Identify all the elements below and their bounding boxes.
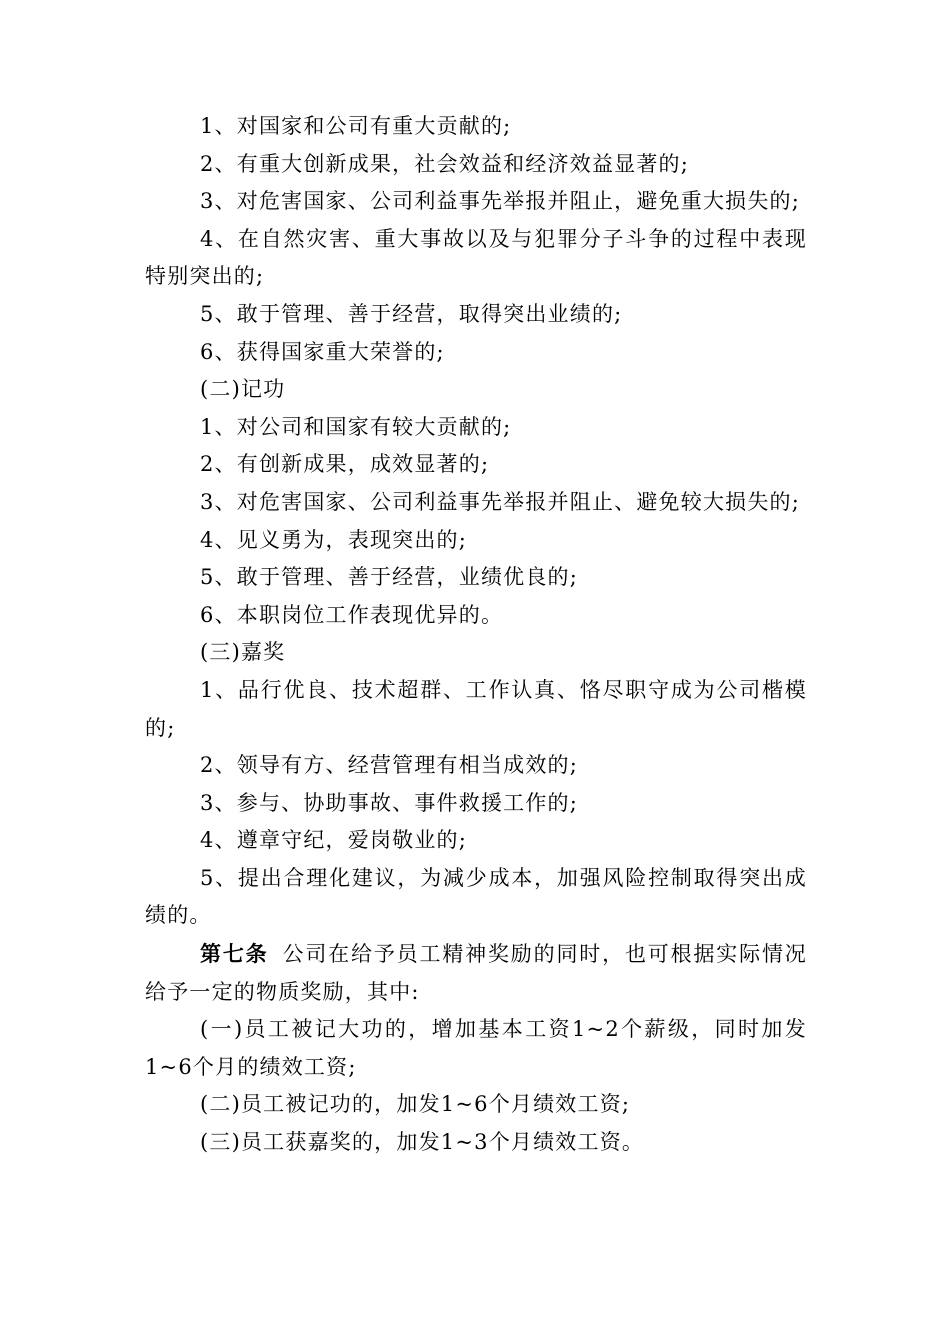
- section-heading: (三)嘉奖: [200, 640, 286, 665]
- paragraph: 2、有重大创新成果，社会效益和经济效益显著的;: [200, 151, 690, 176]
- paragraph: 1、对公司和国家有较大贡献的;: [200, 414, 512, 439]
- paragraph: 5、提出合理化建议，为减少成本，加强风险控制取得突出成绩的。: [145, 865, 807, 928]
- paragraph: 2、有创新成果，成效显著的;: [200, 452, 490, 477]
- paragraph: 1、品行优良、技术超群、工作认真、恪尽职守成为公司楷模的;: [145, 677, 807, 740]
- paragraph: 3、对危害国家、公司利益事先举报并阻止、避免较大损失的;: [200, 489, 801, 514]
- paragraph: 5、敢于管理、善于经营，取得突出业绩的;: [200, 301, 623, 326]
- paragraph: (三)员工获嘉奖的，加发1~3个月绩效工资。: [200, 1130, 645, 1155]
- paragraph: 3、对危害国家、公司利益事先举报并阻止，避免重大损失的;: [200, 189, 801, 214]
- section-heading: (二)记功: [200, 377, 286, 402]
- paragraph: (二)员工被记功的，加发1~6个月绩效工资;: [200, 1092, 631, 1117]
- paragraph: 4、在自然灾害、重大事故以及与犯罪分子斗争的过程中表现特别突出的;: [145, 226, 807, 289]
- paragraph: 4、遵章守纪，爱岗敬业的;: [200, 828, 468, 853]
- document-body: [145, 108, 807, 1162]
- paragraph: 6、本职岗位工作表现优异的。: [200, 602, 504, 627]
- paragraph: 5、敢于管理、善于经营，业绩优良的;: [200, 565, 579, 590]
- paragraph: 3、参与、协助事故、事件救援工作的;: [200, 790, 579, 815]
- paragraph: (一)员工被记大功的，增加基本工资1~2个薪级，同时加发1~6个月的绩效工资;: [145, 1017, 807, 1079]
- paragraph: 2、领导有方、经营管理有相当成效的;: [200, 753, 579, 778]
- article-body: 公司在给予员工精神奖励的同时，也可根据实际情况给予一定的物质奖励，其中:: [145, 942, 807, 1004]
- paragraph: 4、见义勇为，表现突出的;: [200, 527, 468, 552]
- paragraph: 6、获得国家重大荣誉的;: [200, 339, 445, 364]
- paragraph: 1、对国家和公司有重大贡献的;: [200, 114, 512, 138]
- article-heading: 第七条: [200, 941, 269, 967]
- article-paragraph: [145, 935, 807, 1011]
